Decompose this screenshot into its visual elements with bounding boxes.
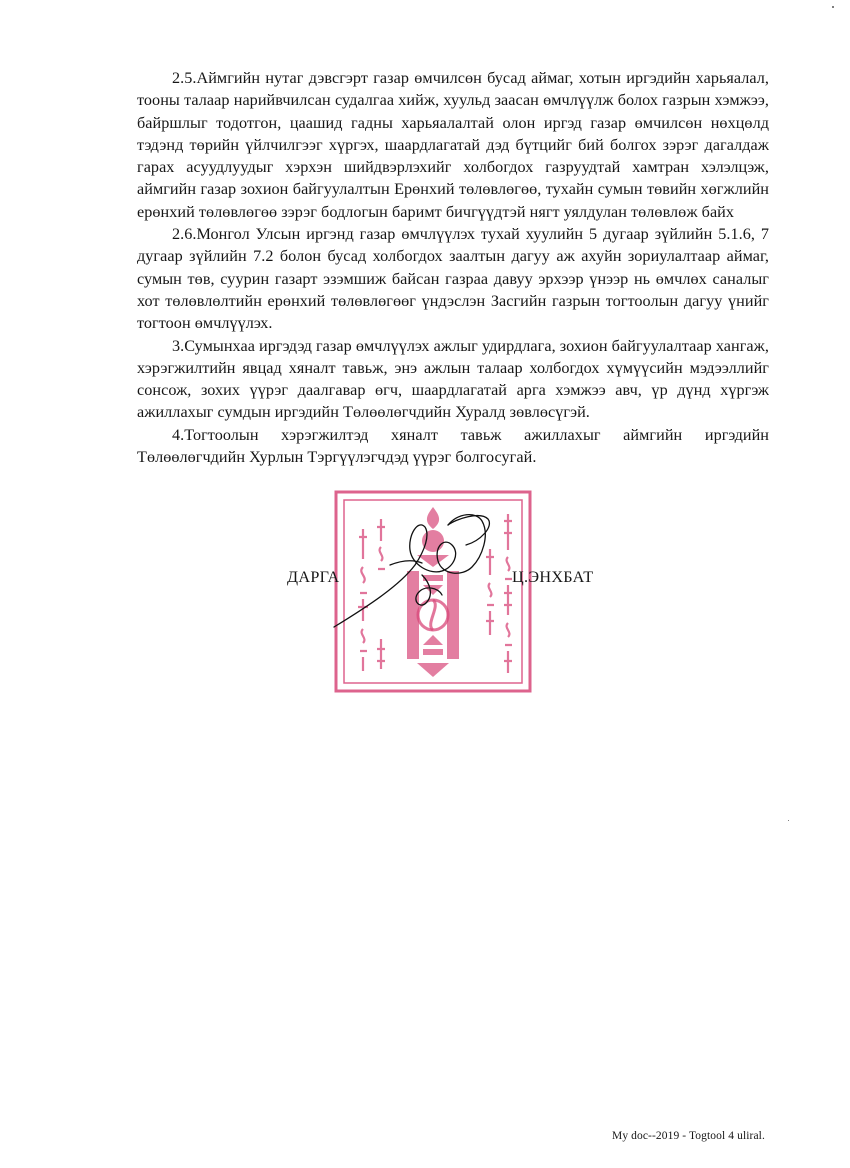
signatory-title: ДАРГА xyxy=(287,568,340,586)
scan-speck xyxy=(788,820,789,821)
document-body xyxy=(137,67,769,468)
paragraph-3: 3.Сумынхаа иргэдэд газар өмчлүүлэх ажлыг удирдлага, зохион байгуулалтаар хангаж, хэрэгжилтийн явцад хяналт тавьж, энэ ажлын талаар холбогдох хүмүүсийн мэдээллийг сонсож, зохих үүрэг даалгавар өгч, шаардлагатай арга хэмжээ авч, үр дүнд хүргэж ажиллахыг сумдын иргэдийн Төлөөлөгчдийн Хуралд зөвлөсүгэй. xyxy=(137,336,769,422)
paragraph-4: 4.Тогтоолын хэрэгжилтэд хяналт тавьж ажиллахыг аймгийн иргэдийн Төлөөлөгчдийн Хурлын Тэргүүлэгчдэд үүрэг болгосугай. xyxy=(137,425,769,467)
document-footer: My doc--2019 - Togtool 4 uliral. xyxy=(612,1130,765,1142)
signatory-name: Ц.ЭНХБАТ xyxy=(512,568,594,586)
paragraph-2-5: 2.5.Аймгийн нутаг дэвсгэрт газар өмчилсөн бусад аймаг, хотын иргэдийн харьяалал, тооны талаар нарийвчилсан судалгаа хийж, хуульд заасан өмчлүүлж болох газрын хэмжээ, байршлыг тодотгон, цаашид гадны харьяалалтай олон иргэд газар өмчилсөн нөхцөлд тэдэнд төрийн үйлчилгээг хүргэх, шаардлагатай дэд бүтцийг бий болгох зэрэг дагалдаж гарах асуудлуудыг хэрхэн шийдвэрлэхийг холбогдох газруудтай хамтран хэлэлцэж, аймгийн газар зохион байгуулалтын Ерөнхий төлөвлөгөө, тухайн сумын төвийн хөгжлийн ерөнхий төлөвлөгөө зэрэг бодлогын баримт бичгүүдтэй нягт уялдулан төлөвлөж байх xyxy=(137,69,769,221)
scan-speck xyxy=(832,6,834,8)
paragraph-2-6: 2.6.Монгол Улсын иргэнд газар өмчлүүлэх тухай хуулийн 5 дугаар зүйлийн 5.1.6, 7 дугаар зүйлийн 7.2 болон бусад холбогдох заалтын дагуу аж ахуйн зориулалтаар аймаг, сумын төв, суурин газарт эзэмшиж байсан газраа давуу эрхээр үнээр нь өмчлөх саналыг хот төлөвлөлтийн ерөнхий төлөвлөгөөг үндэслэн Засгийн газрын тогтоолын дагуу үнийг тогтоон өмчлүүлэх. xyxy=(137,225,769,333)
signature-block xyxy=(0,564,850,594)
